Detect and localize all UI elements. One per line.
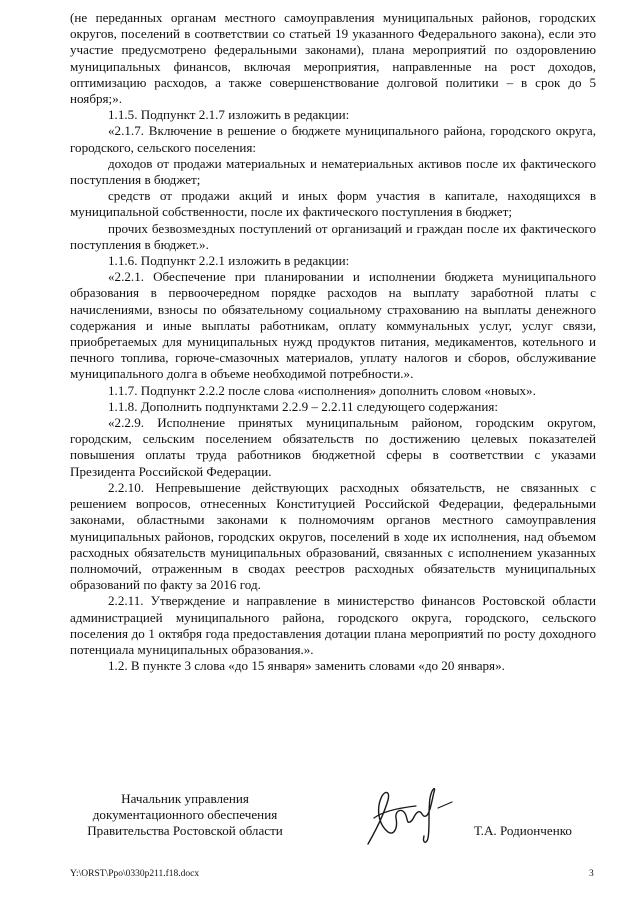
position-line-1: Начальник управления xyxy=(121,791,249,806)
signatory-name: Т.А. Родионченко xyxy=(474,823,572,838)
page-number: 3 xyxy=(589,869,594,879)
paragraph-2-2-9: «2.2.9. Исполнение принятых муниципальным районом, городским округом, городским, сельским поселением обязательств по достижению целевых показателей повышения оплаты труда работников бюджетной сферы в соответствии с указами Президента Российской Федерации. xyxy=(70,415,596,479)
paragraph-1-1-5: 1.1.5. Подпункт 2.1.7 изложить в редакции: xyxy=(108,107,350,123)
paragraph-1-1-7: 1.1.7. Подпункт 2.2.2 после слова «исполнения» дополнить словом «новых». xyxy=(108,382,536,398)
position-line-3: Правительства Ростовской области xyxy=(87,823,283,839)
signatory-position xyxy=(70,791,300,840)
paragraph-2-1-7: «2.1.7. Включение в решение о бюджете муниципального района, городского округа, городского, сельского поселения: xyxy=(70,123,596,155)
paragraph-2-2-11: 2.2.11. Утверждение и направление в министерство финансов Ростовской области администрацией муниципального района, городского округа, городского, сельского поселения до 1 октября года предоставления дотации плана мероприятий по росту доходного потенциала муниципальных образования.». xyxy=(70,593,596,657)
handwritten-signature xyxy=(348,778,458,858)
paragraph-income-shares: средств от продажи акций и иных форм участия в капитале, находящихся в муниципальной собственности, после их фактического поступления в бюджет; xyxy=(70,188,596,220)
document-body xyxy=(70,10,596,674)
paragraph-income-assets: доходов от продажи материальных и нематериальных активов после их фактического поступления в бюджет; xyxy=(70,155,596,188)
paragraph-1-1-6: 1.1.6. Подпункт 2.2.1 изложить в редакции: xyxy=(108,253,350,269)
paragraph-continuation: (не переданных органам местного самоуправления муниципальных районов, городских округов, поселений в соответствии со статьей 19 указанного Федерального закона), если это участие предусмотрено федеральными законами), плана мероприятий по оздоровлению муниципальных финансов, включая мероприятия, направленные на рост доходов, оптимизацию расходов, а также совершенствование долговой политики – в срок до 5 ноября;». xyxy=(70,10,596,107)
paragraph-1-2: 1.2. В пункте 3 слова «до 15 января» заменить словами «до 20 января». xyxy=(108,658,505,674)
position-line-2: документационного обеспечения xyxy=(92,807,278,823)
paragraph-other-receipts: прочих безвозмездных поступлений от организаций и граждан после их фактического поступления в бюджет.». xyxy=(70,220,596,252)
paragraph-1-1-8: 1.1.8. Дополнить подпунктами 2.2.9 – 2.2.11 следующего содержания: xyxy=(108,398,499,414)
paragraph-2-2-1: «2.2.1. Обеспечение при планировании и исполнении бюджета муниципального образования в первоочередном порядке расходов на выплату заработной платы с начислениями, взносы по обязательному социальному страхованию на выплаты денежного содержания и иные выплаты работникам, оплату коммунальных услуг, услуг связи, приобретаемых для муниципальных нужд продуктов питания, медикаментов, котельного и печного топлива, горюче-смазочных материалов, уплату налогов и сборов, обслуживание муниципального долга в объеме необходимой потребности.». xyxy=(70,269,596,382)
footer-file-path: Y:\ORST\Ppo\0330p211.f18.docx xyxy=(70,869,200,879)
paragraph-2-2-10: 2.2.10. Непревышение действующих расходных обязательств, не связанных с решением вопросов, отнесенных Конституцией Российской Федерации, федеральными законами, областными законами к полномочиям органов местного самоуправления муниципальных районов, городских округов, поселений в ходе их исполнения, над объемом расходных обязательств муниципальных образований, связанных с исполнением указанных полномочий, отраженным в сводах реестров расходных обязательств муниципальных образований по факту за 2016 год. xyxy=(70,479,596,593)
